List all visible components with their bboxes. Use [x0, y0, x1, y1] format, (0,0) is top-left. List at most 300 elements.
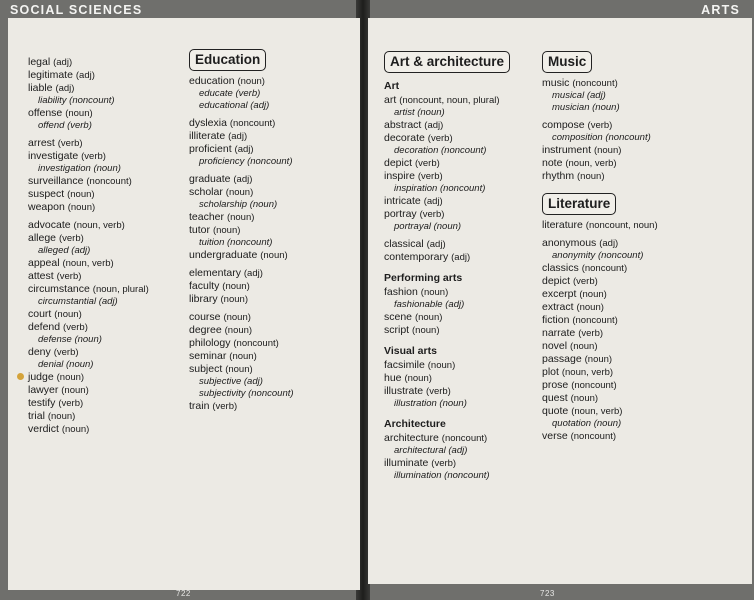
subheading-performing-arts: Performing arts: [384, 272, 463, 284]
part-of-speech: (verb): [81, 151, 106, 162]
part-of-speech: (verb): [58, 398, 84, 409]
derived-word: musician: [552, 102, 590, 113]
derived-word: proficiency: [199, 156, 245, 167]
vocab-word: classics: [542, 262, 579, 274]
vocab-word: illustrate: [384, 385, 424, 397]
derived-word: fashionable: [394, 299, 443, 310]
vocab-word: surveillance: [28, 175, 84, 187]
derived-form: [189, 156, 359, 168]
derived-form: [189, 388, 359, 400]
part-of-speech: (adj): [243, 268, 263, 279]
part-of-speech: (adj): [445, 299, 465, 310]
vocab-word: narrate: [542, 327, 576, 339]
vocab-entry: [384, 457, 554, 470]
vocab-entry: [384, 94, 554, 107]
vocab-entry: [28, 175, 198, 188]
vocab-entry: [542, 392, 742, 405]
vocab-word: weapon: [28, 201, 65, 213]
section-heading-music: Music: [542, 51, 592, 73]
derived-form: [189, 100, 359, 112]
vocab-entry: [384, 359, 554, 372]
part-of-speech: (noun): [260, 250, 288, 261]
part-of-speech: (noun): [54, 309, 82, 320]
vocab-entry: [28, 107, 198, 120]
vocab-word: arrest: [28, 137, 55, 149]
vocab-entry: [542, 366, 742, 379]
spacer: [384, 410, 554, 415]
part-of-speech: (verb): [235, 88, 261, 99]
part-of-speech: (noun): [593, 418, 622, 429]
column-art-architecture: [384, 51, 554, 482]
vocab-word: allege: [28, 232, 57, 244]
vocab-entry: [542, 157, 742, 170]
section-heading-education: Education: [189, 49, 266, 71]
part-of-speech: (noun): [237, 76, 265, 87]
part-of-speech: (noun): [223, 312, 251, 323]
highlight-dot-icon: [17, 373, 24, 380]
part-of-speech: (verb): [212, 401, 238, 412]
vocab-entry: [28, 150, 198, 163]
part-of-speech: (noncount): [247, 156, 293, 167]
part-of-speech: (noun): [584, 354, 613, 365]
part-of-speech: (noun): [65, 108, 93, 119]
vocab-entry: [28, 397, 198, 410]
vocab-word: music: [542, 77, 570, 89]
derived-word: musical: [552, 90, 585, 101]
derived-word: educational: [199, 100, 248, 111]
derived-form: [28, 334, 198, 346]
derived-form: [189, 237, 359, 249]
vocab-word: suspect: [28, 188, 65, 200]
vocab-word: intricate: [384, 195, 421, 207]
part-of-speech: (noun): [229, 351, 257, 362]
vocab-entry: [542, 77, 742, 90]
vocab-entry: [28, 270, 198, 283]
vocab-word: instrument: [542, 144, 592, 156]
part-of-speech: (verb): [427, 133, 453, 144]
vocab-word: rhythm: [542, 170, 575, 182]
derived-form: [384, 445, 554, 457]
part-of-speech: (noun): [592, 102, 620, 113]
part-of-speech: (verb): [431, 458, 457, 469]
derived-word: circumstantial: [38, 296, 97, 307]
left-page: [8, 18, 360, 590]
part-of-speech: (verb): [57, 138, 83, 149]
vocab-entry: [28, 56, 198, 69]
vocab-word: graduate: [189, 173, 231, 185]
derived-form: [28, 296, 198, 308]
derived-form: [542, 102, 742, 114]
derived-word: educate: [199, 88, 233, 99]
part-of-speech: (noun, verb): [571, 406, 623, 417]
vocab-entry: [384, 170, 554, 183]
part-of-speech: (noun): [579, 289, 607, 300]
part-of-speech: (noncount, noun, plural): [399, 95, 500, 106]
vocab-entry: [384, 311, 554, 324]
derived-word: denial: [38, 359, 64, 370]
vocab-word: quest: [542, 392, 568, 404]
vocab-entry: [542, 237, 742, 250]
vocab-entry: [189, 186, 359, 199]
vocab-entry: [384, 251, 554, 264]
part-of-speech: (noncount): [69, 95, 115, 106]
part-of-speech: (adj): [243, 376, 263, 387]
vocab-entry: [542, 144, 742, 157]
vocab-entry: [384, 286, 554, 299]
part-of-speech: (verb): [58, 233, 84, 244]
part-of-speech: (adj): [233, 174, 253, 185]
part-of-speech: (noncount): [248, 388, 294, 399]
part-of-speech: (noncount): [597, 250, 644, 261]
derived-form: [542, 418, 742, 430]
derived-form: [384, 183, 554, 195]
vocab-entry: [542, 314, 742, 327]
vocab-word: attest: [28, 270, 54, 282]
vocab-entry: [384, 324, 554, 337]
column-music-literature: [542, 51, 742, 443]
derived-form: [28, 95, 198, 107]
part-of-speech: (noun): [67, 189, 95, 200]
part-of-speech: (noncount): [581, 263, 628, 274]
column-social-sciences-law: [28, 56, 198, 436]
part-of-speech: (noun, verb): [62, 258, 114, 269]
vocab-word: course: [189, 311, 221, 323]
vocab-entry: [28, 384, 198, 397]
part-of-speech: (noun): [225, 364, 253, 375]
vocab-entry: [189, 293, 359, 306]
vocab-entry: [28, 371, 198, 384]
derived-form: [28, 163, 198, 175]
part-of-speech: (noun, verb): [73, 220, 125, 231]
vocab-word: classical: [384, 238, 424, 250]
part-of-speech: (verb): [67, 120, 92, 131]
vocab-entry: [384, 432, 554, 445]
part-of-speech: (noun): [61, 385, 89, 396]
part-of-speech: (noncount): [572, 315, 618, 326]
right-page: [368, 18, 752, 584]
derived-word: illustration: [394, 398, 437, 409]
part-of-speech: (noun): [404, 373, 432, 384]
vocab-entry: [189, 211, 359, 224]
subheading-architecture: Architecture: [384, 418, 446, 430]
vocab-entry: [542, 327, 742, 340]
vocab-entry: [542, 340, 742, 353]
vocab-word: train: [189, 400, 210, 412]
part-of-speech: (verb): [53, 347, 79, 358]
vocab-entry: [189, 350, 359, 363]
derived-form: [28, 120, 198, 132]
vocab-entry: [384, 372, 554, 385]
vocab-entry: [542, 170, 742, 183]
part-of-speech: (verb): [56, 271, 82, 282]
part-of-speech: (noun): [220, 294, 248, 305]
vocab-word: subject: [189, 363, 223, 375]
vocab-word: depict: [542, 275, 571, 287]
part-of-speech: (noun): [420, 287, 449, 298]
part-of-speech: (noun): [577, 171, 605, 182]
section-heading-literature: Literature: [542, 193, 616, 215]
derived-word: offend: [38, 120, 65, 131]
part-of-speech: (adj): [228, 131, 248, 142]
vocab-entry: [189, 267, 359, 280]
section-header-arts: ARTS: [701, 3, 740, 17]
vocab-entry: [28, 201, 198, 214]
derived-word: defense: [38, 334, 72, 345]
vocab-word: legitimate: [28, 69, 73, 81]
part-of-speech: (verb): [572, 276, 598, 287]
derived-word: anonymity: [552, 250, 596, 261]
vocab-word: scholar: [189, 186, 223, 198]
vocab-word: novel: [542, 340, 568, 352]
vocab-word: depict: [384, 157, 413, 169]
vocab-word: scene: [384, 311, 413, 323]
vocab-entry: [28, 82, 198, 95]
part-of-speech: (noun): [593, 145, 622, 156]
vocab-word: compose: [542, 119, 585, 131]
part-of-speech: (adj): [53, 57, 73, 68]
section-header-social-sciences: SOCIAL SCIENCES: [10, 3, 143, 17]
derived-word: investigation: [38, 163, 91, 174]
part-of-speech: (noncount): [605, 132, 651, 143]
part-of-speech: (adj): [448, 445, 468, 456]
vocab-entry: [189, 173, 359, 186]
part-of-speech: (adj): [55, 83, 75, 94]
vocab-word: inspire: [384, 170, 415, 182]
vocab-entry: [28, 410, 198, 423]
vocab-entry: [28, 232, 198, 245]
part-of-speech: (verb): [419, 209, 445, 220]
part-of-speech: (noncount): [572, 78, 618, 89]
vocab-entry: [189, 363, 359, 376]
part-of-speech: (adj): [426, 239, 446, 250]
part-of-speech: (adj): [424, 120, 444, 131]
part-of-speech: (adj): [98, 296, 118, 307]
vocab-entry: [542, 219, 742, 232]
vocab-word: seminar: [189, 350, 227, 362]
derived-form: [384, 299, 554, 311]
part-of-speech: (noncount): [233, 338, 279, 349]
section-heading-wrap: [384, 51, 554, 77]
derived-word: scholarship: [199, 199, 248, 210]
part-of-speech: (noun): [570, 341, 598, 352]
part-of-speech: (noun): [576, 302, 604, 313]
vocab-word: investigate: [28, 150, 79, 162]
vocab-word: liable: [28, 82, 53, 94]
vocab-word: degree: [189, 324, 222, 336]
part-of-speech: (noncount): [444, 470, 490, 481]
vocab-word: offense: [28, 107, 63, 119]
vocab-entry: [189, 143, 359, 156]
vocab-entry: [542, 288, 742, 301]
derived-form: [384, 398, 554, 410]
vocab-word: facsimile: [384, 359, 425, 371]
part-of-speech: (verb): [414, 158, 440, 169]
derived-word: architectural: [394, 445, 446, 456]
derived-word: inspiration: [394, 183, 438, 194]
vocab-word: defend: [28, 321, 61, 333]
vocab-word: teacher: [189, 211, 225, 223]
vocab-word: legal: [28, 56, 51, 68]
vocab-entry: [384, 385, 554, 398]
part-of-speech: (noun): [222, 281, 250, 292]
derived-word: composition: [552, 132, 603, 143]
vocab-word: appeal: [28, 257, 60, 269]
part-of-speech: (noncount): [570, 431, 617, 442]
page-number-left: 722: [176, 589, 191, 598]
part-of-speech: (noun): [74, 334, 102, 345]
vocab-entry: [189, 400, 359, 413]
part-of-speech: (adj): [599, 238, 619, 249]
vocab-entry: [28, 308, 198, 321]
vocab-entry: [189, 311, 359, 324]
vocab-entry: [542, 430, 742, 443]
derived-word: illumination: [394, 470, 442, 481]
vocab-word: library: [189, 293, 218, 305]
vocab-entry: [189, 75, 359, 88]
part-of-speech: (noun, verb): [561, 367, 614, 378]
vocab-word: tutor: [189, 224, 211, 236]
subheading-visual-arts: Visual arts: [384, 345, 437, 357]
vocab-word: anonymous: [542, 237, 597, 249]
vocab-entry: [28, 423, 198, 436]
vocab-entry: [542, 353, 742, 366]
vocab-word: verse: [542, 430, 568, 442]
part-of-speech: (noun): [61, 424, 90, 435]
derived-word: quotation: [552, 418, 592, 429]
part-of-speech: (noun, verb): [565, 158, 617, 169]
section-heading-wrap: [542, 51, 742, 77]
vocab-entry: [28, 137, 198, 150]
derived-form: [28, 245, 198, 257]
vocab-word: verdict: [28, 423, 59, 435]
vocab-word: script: [384, 324, 410, 336]
vocab-entry: [28, 219, 198, 232]
derived-word: subjectivity: [199, 388, 246, 399]
vocab-word: passage: [542, 353, 582, 365]
vocab-entry: [189, 117, 359, 130]
vocab-word: undergraduate: [189, 249, 258, 261]
vocab-word: fashion: [384, 286, 418, 298]
vocab-entry: [384, 208, 554, 221]
part-of-speech: (noun): [67, 202, 96, 213]
part-of-speech: (noun): [224, 325, 253, 336]
vocab-entry: [28, 283, 198, 296]
vocab-entry: [542, 119, 742, 132]
vocab-entry: [189, 130, 359, 143]
derived-word: liability: [38, 95, 67, 106]
part-of-speech: (noun): [427, 360, 456, 371]
derived-form: [28, 359, 198, 371]
part-of-speech: (adj): [451, 252, 471, 263]
vocab-word: court: [28, 308, 52, 320]
vocab-word: abstract: [384, 119, 422, 131]
part-of-speech: (noun): [433, 221, 462, 232]
vocab-word: note: [542, 157, 563, 169]
derived-word: tuition: [199, 237, 225, 248]
vocab-word: excerpt: [542, 288, 577, 300]
part-of-speech: (noun): [225, 187, 254, 198]
derived-form: [384, 221, 554, 233]
derived-form: [384, 107, 554, 119]
derived-word: portrayal: [394, 221, 431, 232]
vocab-word: deny: [28, 346, 51, 358]
subheading-art: Art: [384, 80, 400, 92]
part-of-speech: (noun): [66, 359, 94, 370]
vocab-entry: [189, 280, 359, 293]
spacer: [542, 183, 742, 193]
vocab-word: faculty: [189, 280, 220, 292]
part-of-speech: (noun): [439, 398, 467, 409]
derived-form: [384, 145, 554, 157]
part-of-speech: (noun): [417, 107, 445, 118]
part-of-speech: (verb): [426, 386, 451, 397]
derived-word: alleged: [38, 245, 69, 256]
vocab-word: decorate: [384, 132, 425, 144]
part-of-speech: (adj): [586, 90, 606, 101]
derived-form: [189, 88, 359, 100]
derived-form: [189, 199, 359, 211]
vocab-word: judge: [28, 371, 54, 383]
vocab-word: dyslexia: [189, 117, 227, 129]
part-of-speech: (noun): [47, 411, 76, 422]
vocab-entry: [384, 132, 554, 145]
vocab-word: illiterate: [189, 130, 226, 142]
vocab-word: testify: [28, 397, 56, 409]
part-of-speech: (noun): [212, 225, 241, 236]
vocab-word: circumstance: [28, 283, 90, 295]
part-of-speech: (adj): [423, 196, 443, 207]
section-heading-wrap: [189, 49, 359, 75]
part-of-speech: (adj): [234, 144, 254, 155]
part-of-speech: (noun): [249, 199, 278, 210]
vocab-word: advocate: [28, 219, 71, 231]
vocab-entry: [384, 119, 554, 132]
vocab-entry: [28, 346, 198, 359]
vocab-entry: [542, 262, 742, 275]
part-of-speech: (verb): [578, 328, 604, 339]
part-of-speech: (noncount): [229, 118, 276, 129]
part-of-speech: (noncount): [439, 183, 486, 194]
part-of-speech: (verb): [63, 322, 88, 333]
vocab-word: fiction: [542, 314, 570, 326]
part-of-speech: (verb): [417, 171, 443, 182]
vocab-word: extract: [542, 301, 574, 313]
vocab-word: education: [189, 75, 235, 87]
part-of-speech: (adj): [250, 100, 270, 111]
vocab-word: hue: [384, 372, 402, 384]
part-of-speech: (noncount): [441, 145, 487, 156]
section-heading-wrap: [542, 193, 742, 219]
derived-word: subjective: [199, 376, 242, 387]
vocab-entry: [384, 238, 554, 251]
vocab-entry: [384, 195, 554, 208]
vocab-word: lawyer: [28, 384, 59, 396]
derived-word: decoration: [394, 145, 439, 156]
part-of-speech: (noun, plural): [92, 284, 149, 295]
part-of-speech: (noun): [93, 163, 121, 174]
part-of-speech: (noun): [414, 312, 443, 323]
vocab-word: illuminate: [384, 457, 429, 469]
part-of-speech: (verb): [587, 120, 613, 131]
vocab-word: prose: [542, 379, 569, 391]
part-of-speech: (noncount): [86, 176, 132, 187]
vocab-entry: [189, 249, 359, 262]
part-of-speech: (noun): [226, 212, 255, 223]
derived-word: artist: [394, 107, 415, 118]
part-of-speech: (noncount): [571, 380, 617, 391]
vocab-word: portray: [384, 208, 417, 220]
vocab-entry: [542, 379, 742, 392]
